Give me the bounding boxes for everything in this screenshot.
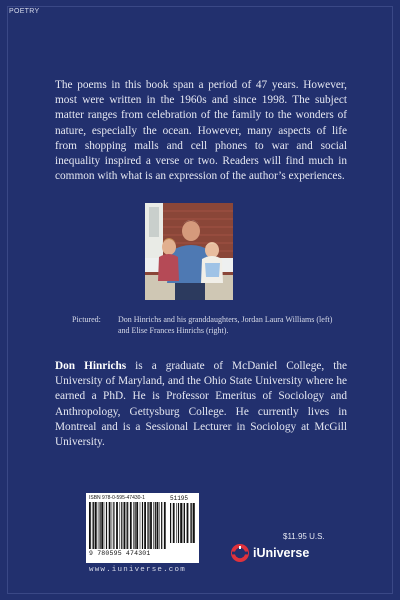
book-description: The poems in this book span a period of 47 years. However, most were written in the 1960s and since 1998. The subject matter ranges from celebration of the family to the wonders of nature, especially the ocean. However, many aspects of life from shopping malls and cell phones to war and social inequality inspired a verse or two. Readers will find much in common with what is an expression of the author’s experiences. (55, 79, 347, 183)
caption-label: Pictured: (72, 315, 101, 324)
price-code-bars (170, 503, 196, 543)
price-label: $11.95 U.S. (283, 532, 325, 541)
isbn-number: ISBN 978-0-595-47430-1 (89, 495, 145, 501)
author-name: Don Hinrichs (55, 360, 127, 372)
genre-label: POETRY (9, 8, 40, 15)
iuniverse-logo-icon (230, 543, 250, 563)
ean-barcode-bars (89, 502, 166, 549)
author-bio (55, 359, 347, 450)
publisher-website: www.iuniverse.com (89, 566, 186, 574)
publisher-logo (230, 543, 309, 563)
publisher-name: iUniverse (253, 546, 310, 560)
author-photo (145, 203, 233, 300)
barcode-digits: 9 780595 474301 (89, 550, 151, 557)
author-bio-text: is a graduate of McDaniel College, the University of Maryland, and the Ohio State University where he earned a PhD. He is Professor Emeritus of Sociology and Anthropology, Gettysburg College. He currently lives in Montreal and is a Sessional Lecturer in Sociology at McGill University. (55, 360, 347, 449)
isbn-barcode (86, 493, 199, 563)
price-code: 51195 (170, 495, 189, 502)
caption-text: Don Hinrichs and his granddaughters, Jordan Laura Williams (left) and Elise Frances Hinrichs (right). (118, 315, 333, 335)
